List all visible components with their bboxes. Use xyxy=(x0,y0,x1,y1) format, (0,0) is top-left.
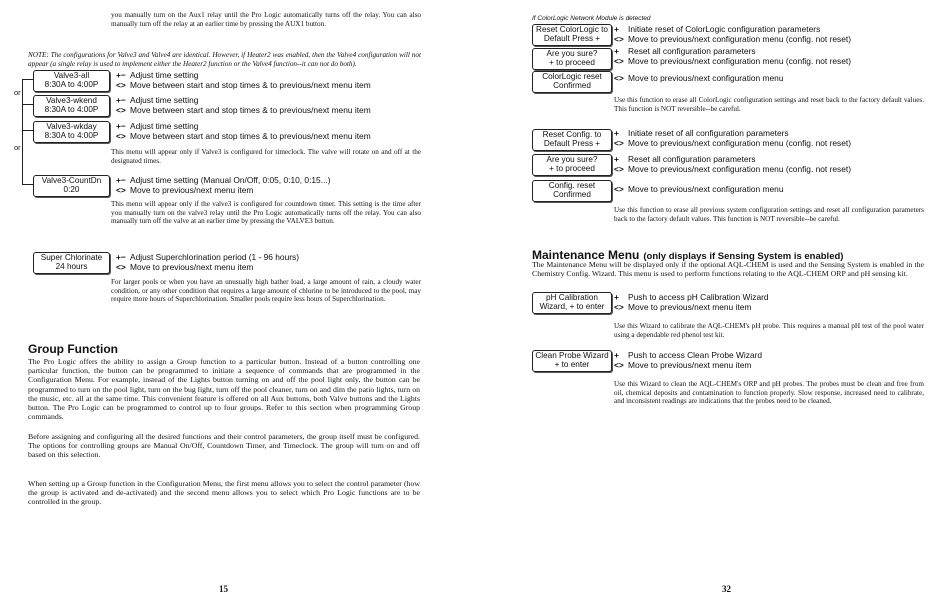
group-function-heading: Group Function xyxy=(28,342,118,356)
move-start-stop-line: <> Move between start and stop times & to previous/next menu item xyxy=(116,131,371,141)
bracket-tick xyxy=(22,130,33,131)
bracket-tick xyxy=(22,104,33,105)
lcd-are-you-sure: Are you sure? + to proceed xyxy=(532,154,612,176)
timeclock-note: This menu will appear only if Valve3 is configured for timeclock. The valve will rotate on and off at the designated times. xyxy=(111,148,421,165)
lcd-valve3-wkday: Valve3-wkday 8:30A to 4:00P xyxy=(33,121,110,143)
bracket-tick xyxy=(22,79,33,80)
lcd-valve3-all: Valve3-all 8:30A to 4:00P xyxy=(33,70,110,92)
initiate-colorlogic-line: + Initiate reset of ColorLogic configuration parameters xyxy=(614,24,821,34)
group-paragraph-1: The Pro Logic offers the ability to assign a Group function to a particular button. Instead of a button controlling one particular function, the button can be programmed to initiate a sequence of commands that are programmed in the Configuration Menu. For example, instead of the Lights button turning on and off the pool light only, the button can be programmed to turn on the pool light, turn on the bug light, turn off the pool cleaner, turn on and dim the patio lights, turn on the music, etc. all at the same time. This convenient feature is offered on all Aux buttons, both Valve buttons and the Lights button. The Pro Logic can be programmed to control up to four groups. Refer to this section when programming Group commands. xyxy=(28,357,420,422)
colorlogic-note: Use this function to erase all ColorLogic configuration settings and reset back to the factory default values. This function is NOT reversible--be careful. xyxy=(614,96,924,113)
lcd-reset-colorlogic: Reset ColorLogic to Default Press + xyxy=(532,24,612,46)
lcd-ph-calibration: pH Calibration Wizard, + to enter xyxy=(532,292,612,314)
super-note: For larger pools or when you have an unusually high bather load, a large amount of rain, a cloudy water condition, or any other condition that requires a large amount of chlorine to be introduced to the pool, may require more hours of Superchlorination. Smaller pools require less hours of Superchlorination. xyxy=(111,278,421,304)
move-no-reset-line: <> Move to previous/next configuration menu (config. not reset) xyxy=(614,138,851,148)
move-start-stop-line: <> Move between start and stop times & to previous/next menu item xyxy=(116,80,371,90)
move-start-stop-line: <> Move between start and stop times & to previous/next menu item xyxy=(116,105,371,115)
move-config-line: <> Move to previous/next configuration menu xyxy=(614,73,784,83)
reset-all-line: + Reset all configuration parameters xyxy=(614,46,756,56)
move-prev-next-line: <> Move to previous/next menu item xyxy=(116,185,254,195)
lcd-super-chlorinate: Super Chlorinate 24 hours xyxy=(33,252,110,274)
move-no-reset-line: <> Move to previous/next configuration menu (config. not reset) xyxy=(614,34,851,44)
push-clean-line: + Push to access Clean Probe Wizard xyxy=(614,350,763,360)
clean-note: Use this Wizard to clean the AQL-CHEM's ORP and pH probes. The probes must be clean and free from oil, chemical deposits and contamination to function properly. Slow response, increased need to calibrate, and inconsistent readings are indications that the probes need to be cleaned. xyxy=(614,380,924,406)
maintenance-paragraph: The Maintenance Menu will be displayed only if the optional AQL-CHEM is used and the Sensing System is enabled in the Chemistry Config. Wizard. This menu is used to perform functions relating to the AQL-CHEM ORP and pH sensing kit. xyxy=(532,260,924,279)
or-label: or xyxy=(14,88,21,97)
maintenance-heading: Maintenance Menu (only displays if Sensing System is enabled) xyxy=(532,248,844,262)
lcd-valve3-countdown: Valve3-CountDn 0:20 xyxy=(33,175,110,197)
lcd-colorlogic-confirmed: ColorLogic reset Confirmed xyxy=(532,71,612,93)
initiate-all-line: + Initiate reset of all configuration parameters xyxy=(614,128,789,138)
option-bracket xyxy=(22,79,23,184)
intro-text: you manually turn on the Aux1 relay until the Pro Logic automatically turns off the relay. You can also manually turn off the relay at an earlier time by pressing the AUX1 button. xyxy=(111,11,421,28)
move-not-reset-line: <> Move to previous/next configuration menu (config. not reset) xyxy=(614,56,851,66)
config-note: Use this function to erase all previous system configuration settings and reset all configuration parameters back to the factory default values. This function is NOT reversible--be careful. xyxy=(614,206,924,223)
valve-note: NOTE: The configurations for Valve3 and Valve4 are identical. However, if Heater2 was enabled, then the Valve4 configuration will not appear (a single relay is used to implement either the Heater2 function or the Valve4 function--it can not do both). xyxy=(28,51,421,68)
lcd-clean-probe: Clean Probe Wizard + to enter xyxy=(532,350,612,372)
detected-note: If ColorLogic Network Module is detected xyxy=(532,15,651,22)
bracket-tick xyxy=(22,184,33,185)
reset-all-line: + Reset all configuration parameters xyxy=(614,154,756,164)
group-paragraph-2: Before assigning and configuring all the desired functions and their control parameters, the group itself must be configured. The options for controlling groups are Manual On/Off, Countdown Timer, and Timeclock. The group will turn on and off based on this selection. xyxy=(28,432,420,460)
adjust-time-line: +− Adjust time setting xyxy=(116,121,199,131)
move-prev-next-line: <> Move to previous/next menu item xyxy=(116,262,254,272)
group-paragraph-3: When setting up a Group function in the Configuration Menu, the first menu allows you to select the control parameter (how the group is activated and de-activated) and the second menu allows you to select which Pro Logic functions are to be controlled in the group. xyxy=(28,479,420,507)
adjust-super-line: +− Adjust Superchlorination period (1 - 96 hours) xyxy=(116,252,299,262)
move-config-line: <> Move to previous/next configuration menu xyxy=(614,184,784,194)
push-ph-line: + Push to access pH Calibration Wizard xyxy=(614,292,769,302)
page-number-left: 15 xyxy=(219,584,228,594)
adjust-time-line: +− Adjust time setting xyxy=(116,95,199,105)
ph-note: Use this Wizard to calibrate the AQL-CHEM's pH probe. This requires a manual pH test of the pool water using a dependable red phenol test kit. xyxy=(614,322,924,339)
lcd-are-you-sure: Are you sure? + to proceed xyxy=(532,48,612,70)
lcd-config-confirmed: Config. reset Confirmed xyxy=(532,180,612,202)
lcd-valve3-wkend: Valve3-wkend 8:30A to 4:00P xyxy=(33,95,110,117)
move-menu-line: <> Move to previous/next menu item xyxy=(614,360,752,370)
or-label: or xyxy=(14,143,21,152)
countdown-note: This menu will appear only if the valve3 is configured for countdown timer. This setting is the time after you manually turn on the valve3 relay until the Pro Logic automatically turns off the relay. You can also manually turn off the valve at an earlier time by pressing the VALVE3 button. xyxy=(111,200,421,226)
lcd-reset-config: Reset Config. to Default Press + xyxy=(532,129,612,151)
move-not-reset-line: <> Move to previous/next configuration menu (config. not reset) xyxy=(614,164,851,174)
move-menu-line: <> Move to previous/next menu item xyxy=(614,302,752,312)
page-number-right: 32 xyxy=(722,584,731,594)
adjust-time-line: +− Adjust time setting xyxy=(116,70,199,80)
adjust-countdown-line: +− Adjust time setting (Manual On/Off, 0:05, 0:10, 0:15...) xyxy=(116,175,331,185)
